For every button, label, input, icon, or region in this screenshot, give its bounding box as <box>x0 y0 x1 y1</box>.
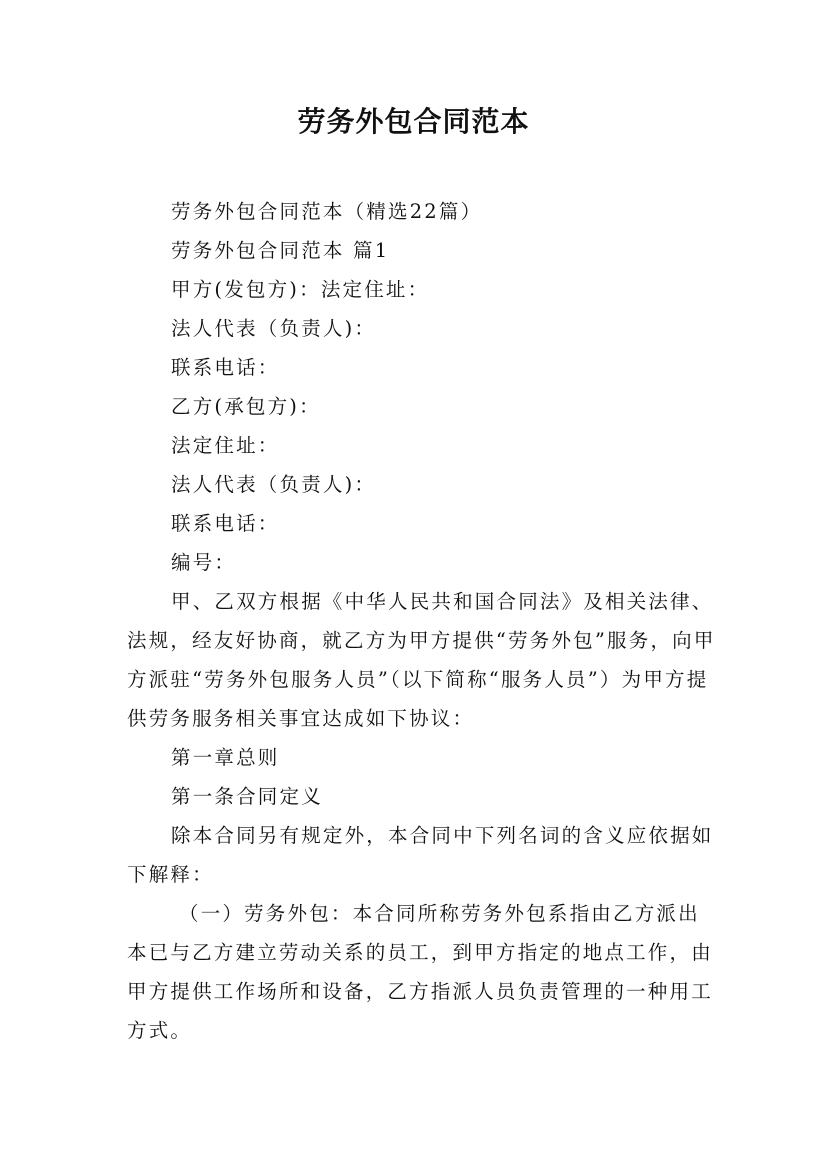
party-a-representative: 法人代表（负责人)： <box>171 317 377 340</box>
party-b-line: 乙方(承包方)： <box>171 395 321 418</box>
contract-subtitle: 劳务外包合同范本（精选22篇） <box>171 200 483 223</box>
document-body <box>127 192 717 1050</box>
document-title: 劳务外包合同范本 <box>297 105 530 138</box>
chapter-heading: 第一章总则 <box>171 746 280 769</box>
preamble-paragraph: 甲、乙双方根据《中华人民共和国合同法》及相关法律、法规，经友好协商，就乙方为甲方提供“劳务外包”服务，向甲方派驻“劳务外包服务人员”（以下简称“服务人员”）为甲方提供劳务服务相关事宜达成如下协议： <box>127 590 716 730</box>
party-a-line: 甲方(发包方)：法定住址： <box>171 278 430 301</box>
contract-number: 编号： <box>171 551 237 574</box>
definition-intro-paragraph: 除本合同另有规定外，本合同中下列名词的含义应依据如下解释： <box>127 824 714 886</box>
party-b-representative: 法人代表（负责人)： <box>171 473 377 496</box>
contract-section-heading: 劳务外包合同范本 篇1 <box>171 239 390 262</box>
party-a-phone: 联系电话： <box>171 356 280 379</box>
definition-item-paragraph: （一）劳务外包：本合同所称劳务外包系指由乙方派出本已与乙方建立劳动关系的员工，到甲方指定的地点工作，由甲方提供工作场所和设备，乙方指派人员负责管理的一种用工方式。 <box>127 902 713 1042</box>
party-b-phone: 联系电话： <box>171 512 280 535</box>
party-b-address: 法定住址： <box>171 434 280 457</box>
article-heading: 第一条合同定义 <box>171 785 323 808</box>
